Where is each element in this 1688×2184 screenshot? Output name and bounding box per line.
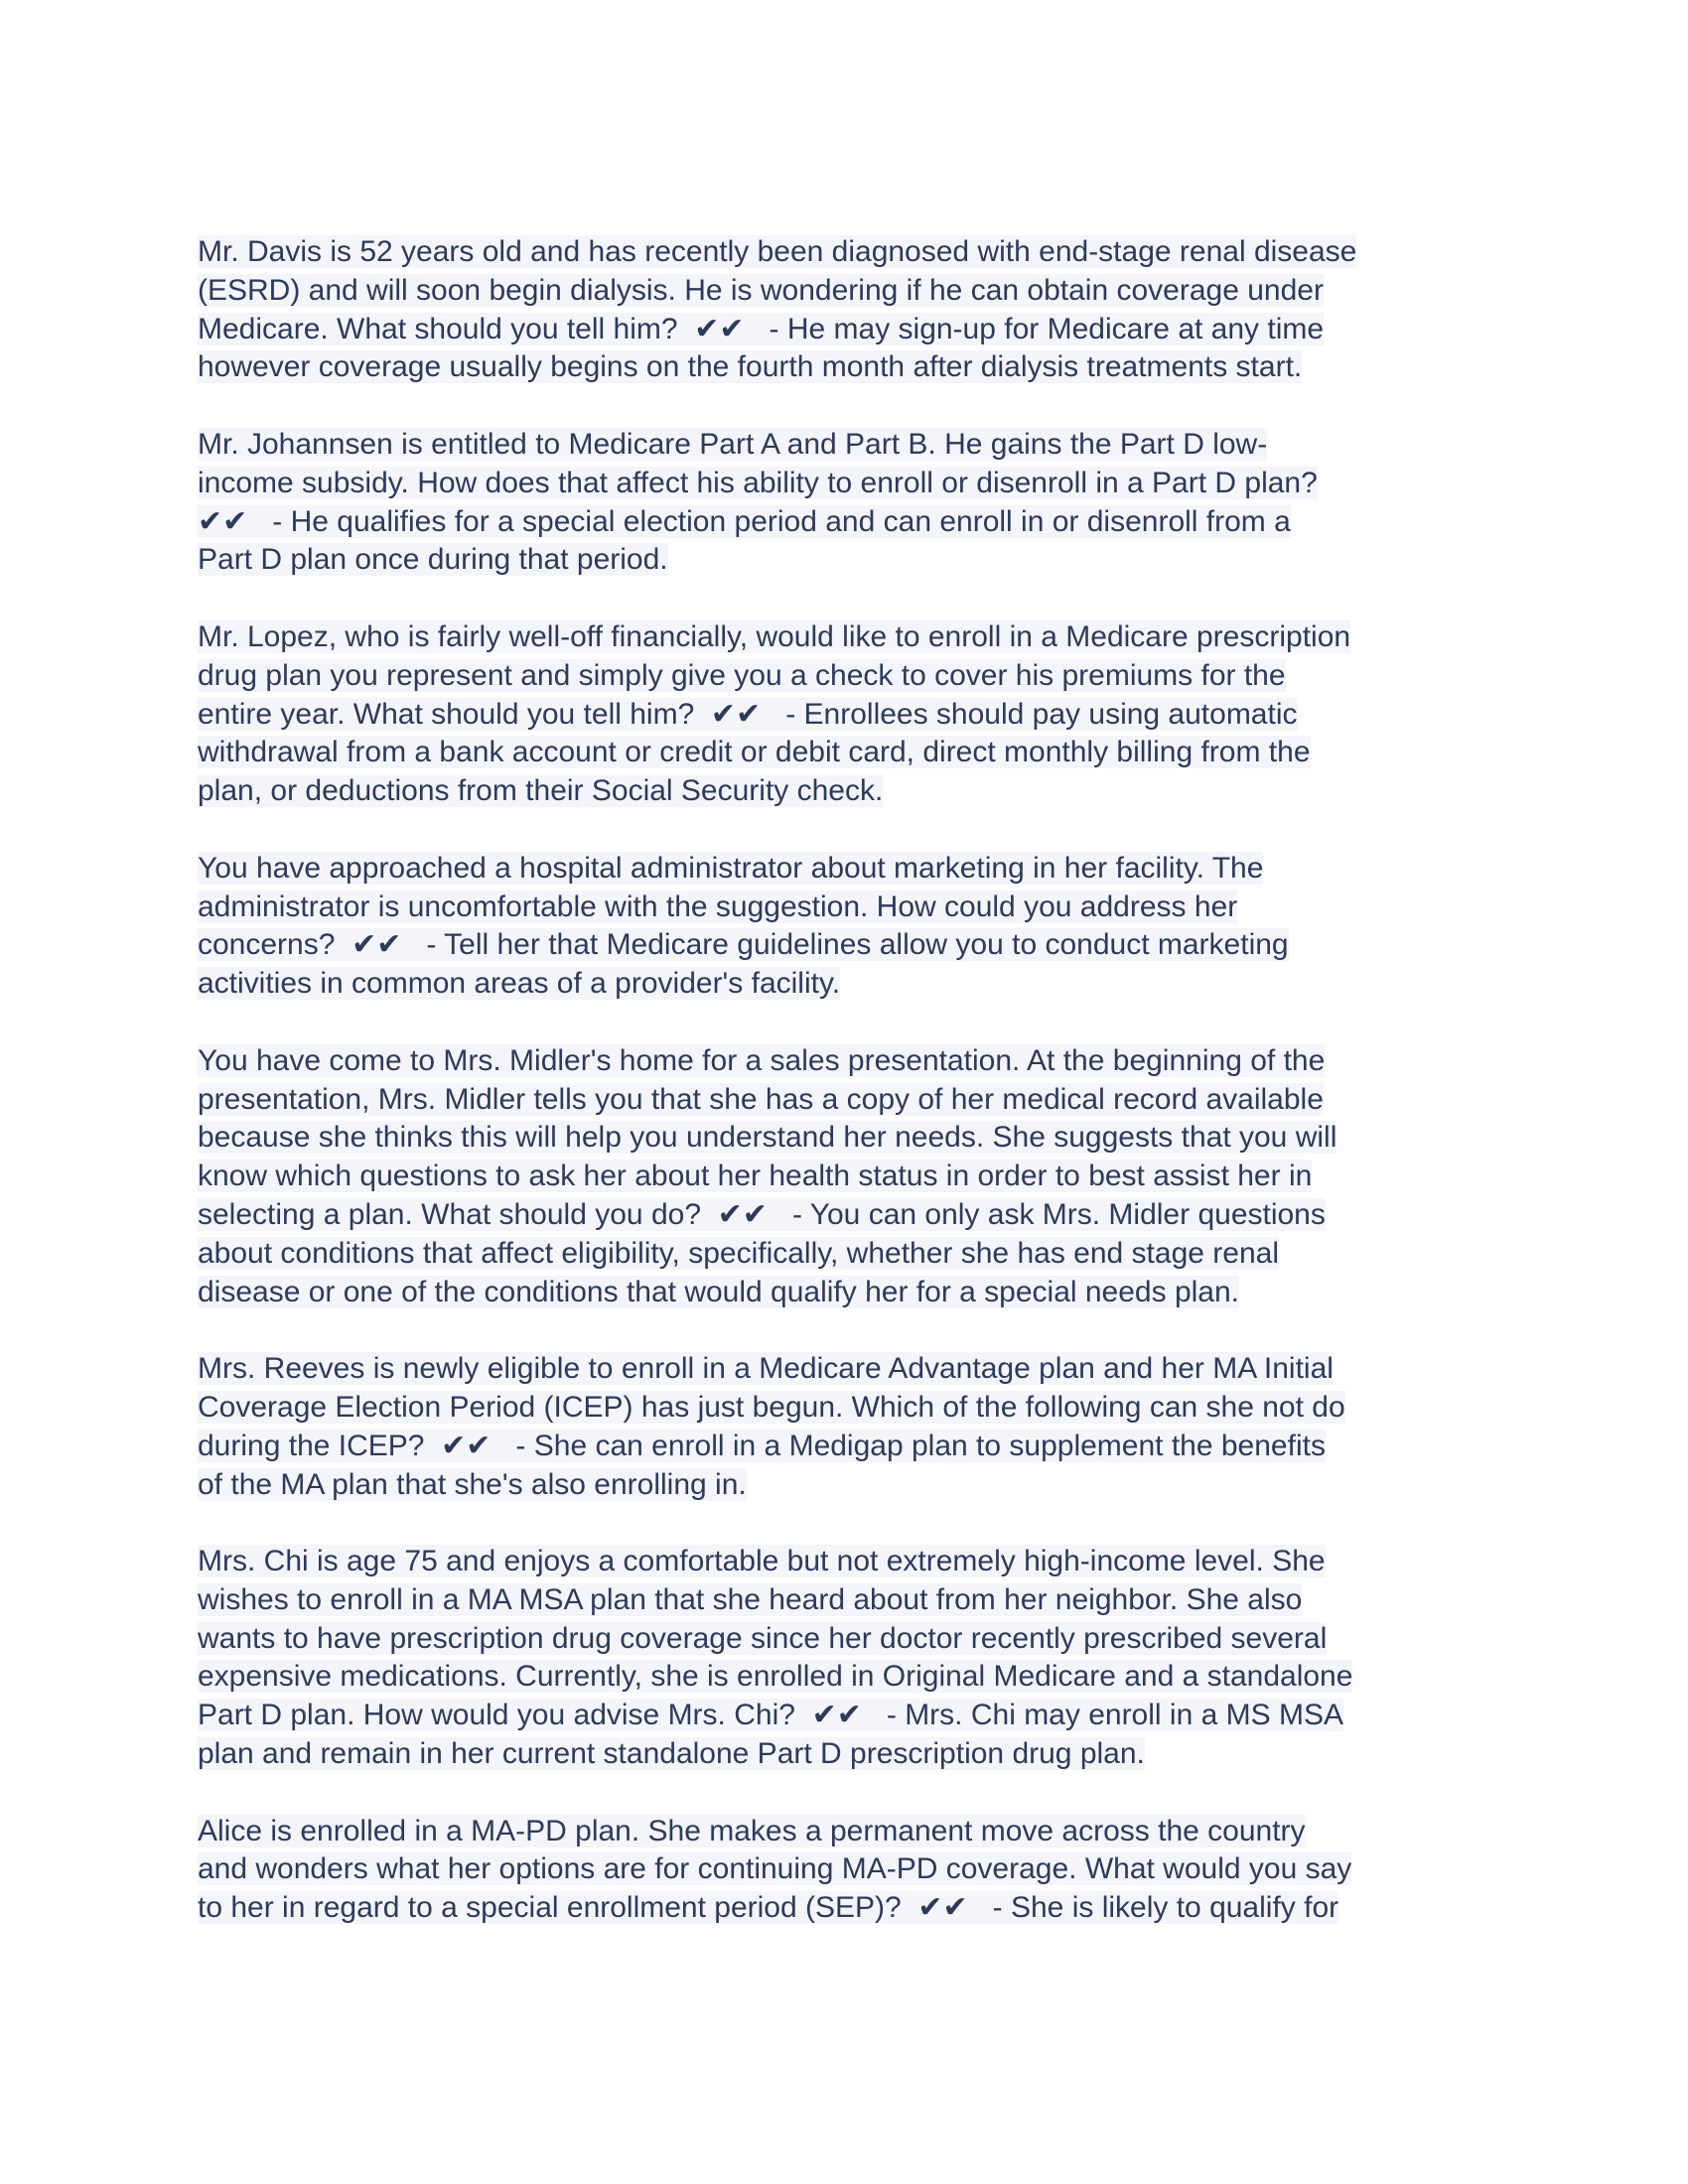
text-line (198, 888, 1508, 927)
highlighted-text: plan, or deductions from their Social Security check. (198, 774, 884, 808)
qa-paragraph (198, 1042, 1508, 1312)
text-line (198, 850, 1508, 888)
highlighted-text: know which questions to ask her about her health status in order to best assist her in (198, 1160, 1313, 1193)
text-line (198, 772, 1508, 811)
text-line (198, 311, 1508, 349)
text-line (198, 348, 1508, 387)
highlighted-text: Mrs. Reeves is newly eligible to enroll in a Medicare Advantage plan and her MA Initial (198, 1352, 1334, 1386)
highlighted-text: wishes to enroll in a MA MSA plan that she heard about from her neighbor. She also (198, 1582, 1303, 1616)
highlighted-text: income subsidy. How does that affect his ability to enroll or disenroll in a Part D plan? (198, 466, 1318, 499)
text-line (198, 1196, 1508, 1235)
highlighted-text: during the ICEP? ✔✔ - She can enroll in a Medigap plan to supplement the benefits (198, 1429, 1326, 1462)
qa-paragraph (198, 618, 1508, 811)
text-line (198, 503, 1508, 542)
highlighted-text: concerns? ✔✔ - Tell her that Medicare guidelines allow you to conduct marketing (198, 928, 1289, 962)
highlighted-text: withdrawal from a bank account or credit or debit card, direct monthly billing from the (198, 736, 1311, 769)
highlighted-text: however coverage usually begins on the fourth month after dialysis treatments start. (198, 350, 1303, 384)
highlighted-text: plan and remain in her current standalone Part D prescription drug plan. (198, 1737, 1145, 1771)
highlighted-text: wants to have prescription drug coverage since her doctor recently prescribed several (198, 1621, 1328, 1655)
text-line (198, 233, 1508, 272)
text-line (198, 1813, 1508, 1851)
text-line (198, 657, 1508, 696)
text-line (198, 1620, 1508, 1659)
highlighted-text: about conditions that affect eligibility, specifically, whether she has end stage renal (198, 1236, 1279, 1270)
text-line (198, 1274, 1508, 1312)
highlighted-text: Mr. Johannsen is entitled to Medicare Part A and Part B. He gains the Part D low- (198, 427, 1268, 461)
highlighted-text: Part D plan once during that period. (198, 543, 668, 577)
document-body (198, 233, 1508, 1967)
text-line (198, 618, 1508, 657)
text-line (198, 965, 1508, 1004)
qa-paragraph (198, 850, 1508, 1004)
text-line (198, 1235, 1508, 1274)
text-line (198, 1428, 1508, 1466)
text-line (198, 426, 1508, 465)
text-line (198, 272, 1508, 311)
highlighted-text: drug plan you represent and simply give you a check to cover his premiums for the (198, 658, 1286, 692)
text-line (198, 926, 1508, 965)
qa-paragraph (198, 1543, 1508, 1774)
highlighted-text: expensive medications. Currently, she is enrolled in Original Medicare and a standalone (198, 1660, 1353, 1694)
qa-paragraph (198, 426, 1508, 580)
text-line (198, 1658, 1508, 1697)
text-line (198, 1119, 1508, 1158)
highlighted-text: Mrs. Chi is age 75 and enjoys a comfortable but not extremely high-income level. She (198, 1545, 1326, 1578)
highlighted-text: to her in regard to a special enrollment period (SEP)? ✔✔ - She is likely to qualify for (198, 1891, 1339, 1925)
text-line (198, 1697, 1508, 1735)
highlighted-text: Mr. Davis is 52 years old and has recently been diagnosed with end-stage renal disease (198, 235, 1357, 268)
text-line (198, 1350, 1508, 1389)
highlighted-text: of the MA plan that she's also enrolling in. (198, 1467, 747, 1501)
highlighted-text: Alice is enrolled in a MA-PD plan. She makes a permanent move across the country (198, 1814, 1306, 1847)
text-line (198, 541, 1508, 580)
qa-paragraph (198, 233, 1508, 387)
highlighted-text: You have approached a hospital administrator about marketing in her facility. The (198, 851, 1264, 885)
text-line (198, 1081, 1508, 1120)
text-line (198, 1735, 1508, 1774)
qa-paragraph (198, 1813, 1508, 1928)
highlighted-text: because she thinks this will help you understand her needs. She suggests that you will (198, 1121, 1337, 1155)
highlighted-text: ✔✔ - He qualifies for a special election period and can enroll in or disenroll from a (198, 504, 1291, 538)
text-line (198, 1158, 1508, 1196)
text-line (198, 734, 1508, 772)
text-line (198, 465, 1508, 503)
highlighted-text: (ESRD) and will soon begin dialysis. He is wondering if he can obtain coverage under (198, 273, 1324, 307)
highlighted-text: presentation, Mrs. Midler tells you that she has a copy of her medical record available (198, 1082, 1324, 1116)
highlighted-text: Medicare. What should you tell him? ✔✔ - He may sign-up for Medicare at any time (198, 312, 1325, 345)
text-line (198, 1850, 1508, 1889)
highlighted-text: entire year. What should you tell him? ✔✔ - Enrollees should pay using automatic (198, 697, 1298, 731)
highlighted-text: disease or one of the conditions that would qualify her for a special needs plan. (198, 1275, 1240, 1308)
highlighted-text: You have come to Mrs. Midler's home for a sales presentation. At the beginning of the (198, 1043, 1326, 1077)
highlighted-text: and wonders what her options are for continuing MA-PD coverage. What would you say (198, 1852, 1352, 1886)
highlighted-text: administrator is uncomfortable with the suggestion. How could you address her (198, 889, 1238, 923)
qa-paragraph (198, 1350, 1508, 1504)
highlighted-text: Coverage Election Period (ICEP) has just begun. Which of the following can she not do (198, 1390, 1345, 1424)
highlighted-text: activities in common areas of a provider's facility. (198, 967, 841, 1001)
text-line (198, 1389, 1508, 1428)
highlighted-text: Mr. Lopez, who is fairly well-off financially, would like to enroll in a Medicare prescription (198, 619, 1351, 653)
highlighted-text: selecting a plan. What should you do? ✔✔ - You can only ask Mrs. Midler questions (198, 1197, 1326, 1231)
text-line (198, 1543, 1508, 1581)
text-line (198, 1581, 1508, 1620)
text-line (198, 1466, 1508, 1505)
highlighted-text: Part D plan. How would you advise Mrs. Chi? ✔✔ - Mrs. Chi may enroll in a MS MSA (198, 1699, 1343, 1732)
text-line (198, 1042, 1508, 1081)
text-line (198, 1889, 1508, 1928)
text-line (198, 696, 1508, 735)
